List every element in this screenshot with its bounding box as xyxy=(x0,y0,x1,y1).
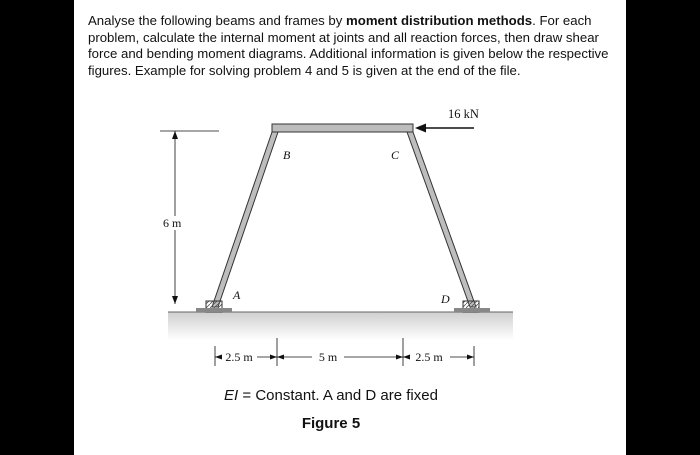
dim-label-right: 2.5 m xyxy=(415,350,443,364)
member-ab xyxy=(212,132,278,307)
ground xyxy=(168,312,513,340)
document-page xyxy=(74,0,626,455)
fixed-support-d xyxy=(454,301,490,312)
joint-label-a: A xyxy=(233,288,241,302)
member-bc xyxy=(272,124,413,132)
intro-text-1: Analyse the following beams and frames by xyxy=(88,13,347,28)
joint-label-b: B xyxy=(283,148,291,162)
dim-label-left: 2.5 m xyxy=(225,350,253,364)
intro-text-2: . For each problem, calculate the internal moment at joints and all reaction forces, then draw shear force and bending moment diagrams. Additional information is given below the respective figures. Example for solving problem 4 and 5 is given at the end of the file. xyxy=(88,13,609,78)
figure-note xyxy=(224,387,438,404)
joint-label-d: D xyxy=(441,292,450,306)
figure-note-text: = Constant. A and D are fixed xyxy=(238,387,438,404)
intro-bold-text: moment distribution methods xyxy=(346,13,533,28)
fixed-support-a xyxy=(196,301,232,312)
joint-label-c: C xyxy=(391,148,400,162)
member-cd xyxy=(407,132,476,307)
frame-members xyxy=(212,124,476,307)
ei-symbol: EI xyxy=(224,387,239,404)
dim-label-middle: 5 m xyxy=(318,350,338,364)
load-label: 16 kN xyxy=(448,107,479,121)
height-label: 6 m xyxy=(163,216,182,230)
frame-figure xyxy=(74,0,626,455)
figure-title: Figure 5 xyxy=(301,415,361,432)
load-arrow xyxy=(415,124,474,133)
